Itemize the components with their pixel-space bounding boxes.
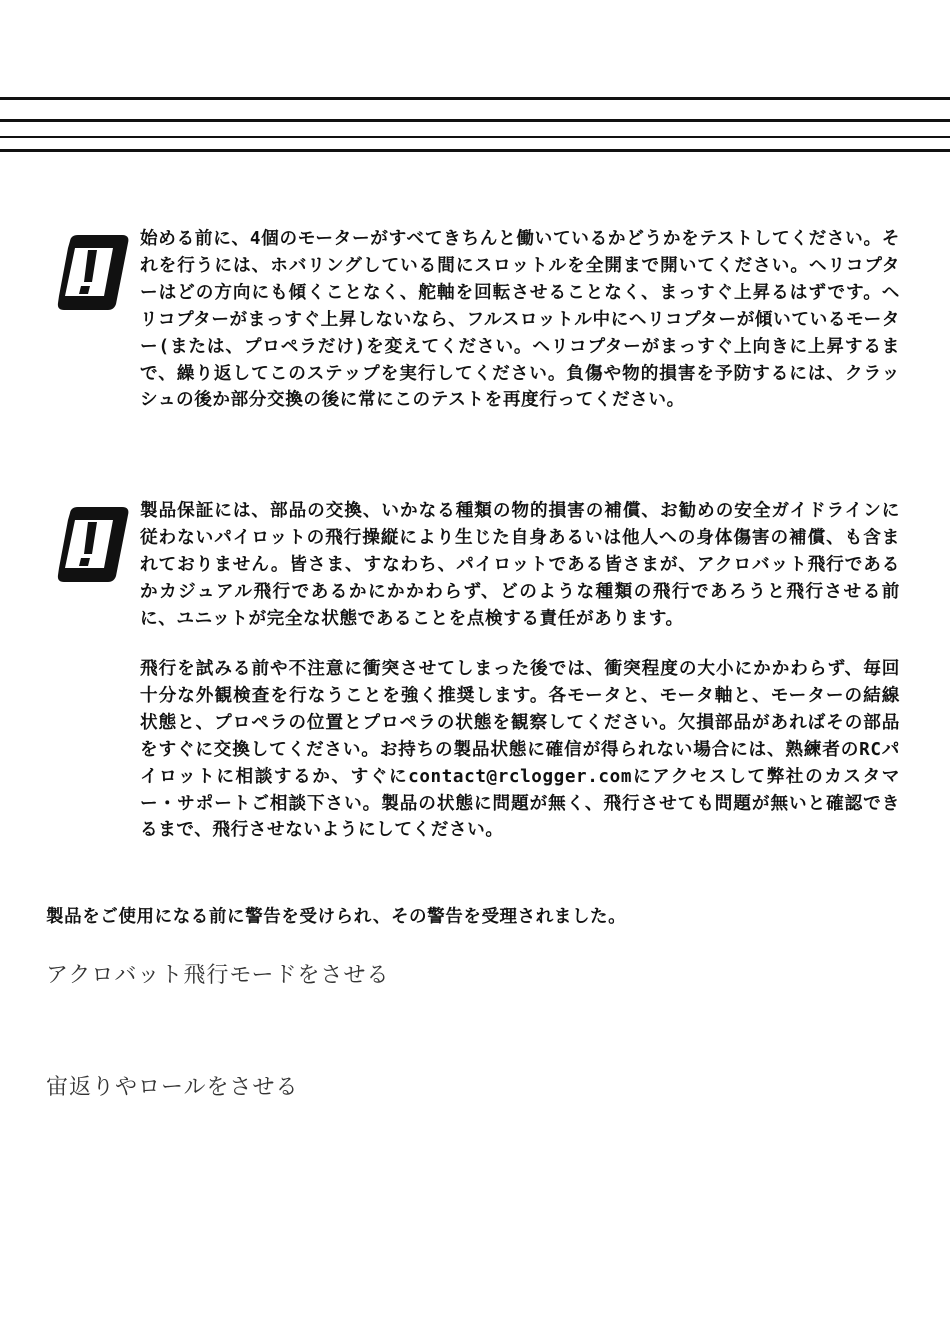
warning-text: 飛行を試みる前や不注意に衝突させてしまった後では、衝突程度の大小にかかわらず、毎回十分な外観検査を行なうことを強く推奨します。各モータと、モータ軸と、モーターの結線状態と、プロペラの位置とプロペラの状態を観察してください。欠損部品があればその部品をすぐに交換してください。お持ちの製品状態に確信が得られない場合には、熟練者のRCパイロットに相談するか、すぐにcontact@rclogger.comにアクセスして弊社のカスタマー・サポートご相談下さい。製品の状態に問題が無く、飛行させても問題が無いと確認できるまで、飛行させないようにしてください。 <box>140 659 900 841</box>
warning-text: 製品保証には、部品の交換、いかなる種類の物的損害の補償、お勧めの安全ガイドラインに従わないパイロットの飛行操縦により生じた自身あるいは他人への身体傷害の補償、も含まれておりません。皆さま、すなわち、パイロットである皆さまが、アクロバット飛行であるかカジュアル飛行であるかにかかわらず、どのような種類の飛行であろうと飛行させる前に、ユニットが完全な状態であることを点検する責任があります。 <box>140 501 900 629</box>
exclamation-warning-icon <box>48 504 130 584</box>
header-rule <box>0 119 950 122</box>
confirmation-text: 製品をご使用になる前に警告を受けられ、その警告を受理されました。 <box>46 907 627 927</box>
header-rule <box>0 136 950 138</box>
header-rule <box>0 149 950 152</box>
section-title-acrobatic-mode: アクロバット飛行モードをさせる <box>46 963 390 988</box>
header-rules <box>0 92 950 156</box>
header-rule <box>0 97 950 100</box>
section-title-flips-rolls: 宙返りやロールをさせる <box>46 1075 299 1100</box>
warning-text: 始める前に、4個のモーターがすべてきちんと働いているかどうかをテストしてください。それを行うには、ホバリングしている間にスロットルを全開まで開いてください。ヘリコプターはどの方向にも傾くことなく、舵軸を回転させることなく、まっすぐ上昇るはずです。ヘリコプターがまっすぐ上昇しないなら、フルスロットル中にヘリコプターが傾いているモーター(または、プロペラだけ)を変えてください。ヘリコプターがまっすぐ上向きに上昇するまで、繰り返してこのステップを実行してください。負傷や物的損害を予防するには、クラッシュの後か部分交換の後に常にこのテストを再度行ってください。 <box>140 229 900 411</box>
exclamation-warning-icon <box>48 232 130 312</box>
